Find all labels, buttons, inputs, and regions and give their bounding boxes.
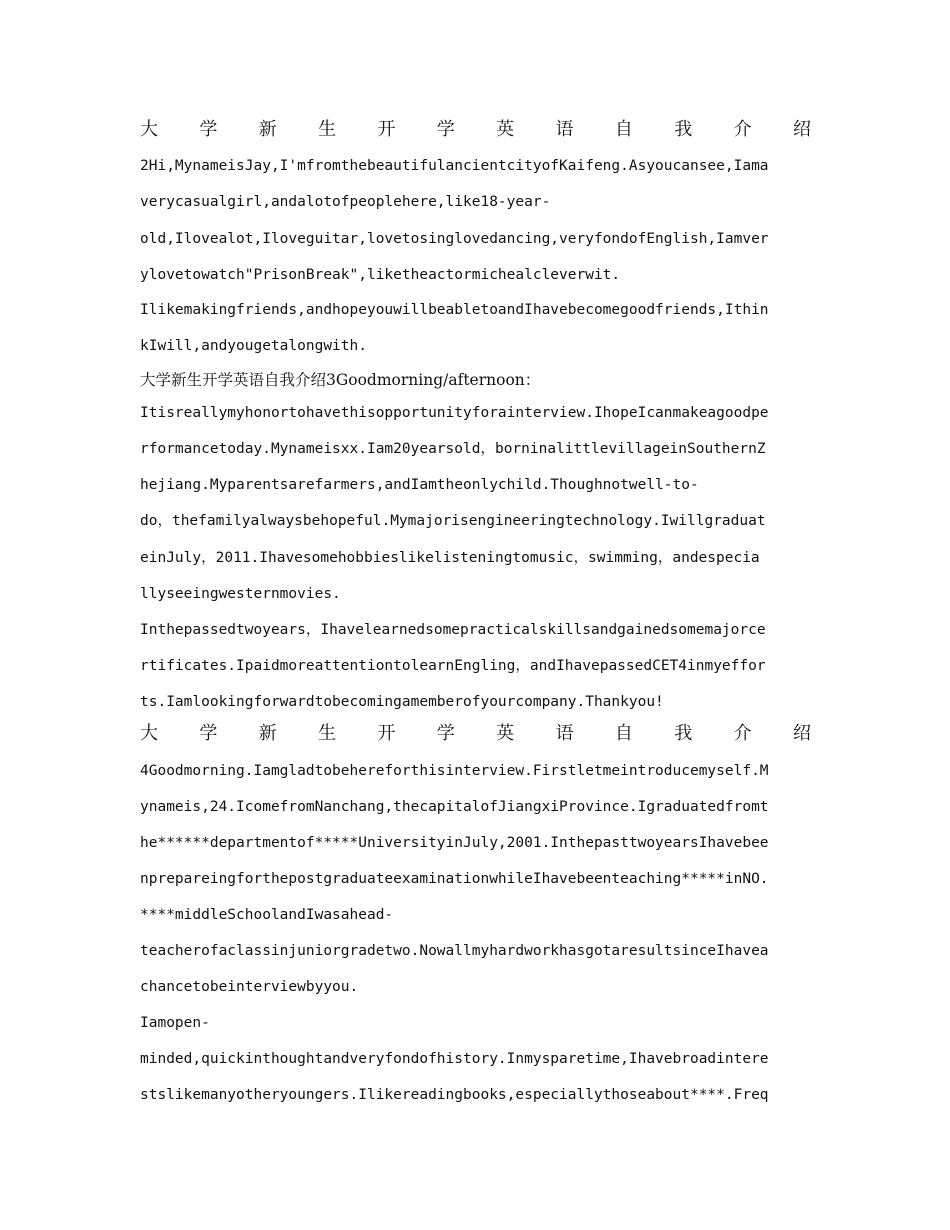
heading-char: 学	[199, 119, 218, 140]
heading-char: 学	[199, 723, 218, 744]
body-line: rformancetoday.Mynameisxx.Iam20yearsold，borninalittlevillageinSouthernZ	[140, 441, 766, 457]
body-line: einJuly，2011.Ihavesomehobbieslikelisteningtomusic，swimming，andespecia	[140, 550, 760, 566]
heading-char: 生	[318, 723, 337, 744]
heading-char: 语	[555, 723, 574, 744]
section-heading-1	[140, 118, 811, 142]
body-line: verycasualgirl,andalotofpeoplehere,like18-year-	[140, 194, 551, 210]
heading-char: 英	[496, 723, 515, 744]
body-line: 2Hi,MynameisJay,I'mfromthebeautifulancientcityofKaifeng.Asyoucansee,Iama	[140, 158, 769, 174]
body-line: Itisreallymyhonortohavethisopportunityforainterview.IhopeIcanmakeagoodpe	[140, 405, 769, 421]
heading-char: 新	[258, 723, 277, 744]
section-heading-3: 大学新生开学英语自我介绍3Goodmorning/afternoon：	[140, 371, 541, 389]
heading-char: 英	[496, 119, 515, 140]
body-line: teacherofaclassinjuniorgradetwo.NowallmyhardworkhasgotaresultsinceIhavea	[140, 943, 769, 959]
body-line: rtificates.IpaidmoreattentiontolearnEngling，andIhavepassedCET4inmyeffor	[140, 658, 766, 674]
heading-char: 生	[318, 119, 337, 140]
body-line: ynameis,24.IcomefromNanchang,thecapitalofJiangxiProvince.Igraduatedfromt	[140, 799, 769, 815]
body-line: llyseeingwesternmovies.	[140, 586, 341, 602]
heading-char: 自	[614, 119, 633, 140]
body-line: Ilikemakingfriends,andhopeyouwillbeabletoandIhavebecomegoodfriends,Ithin	[140, 302, 769, 318]
body-line: old,Ilovealot,Iloveguitar,lovetosinglovedancing,veryfondofEnglish,Iamver	[140, 231, 769, 247]
heading-char: 大	[140, 723, 158, 744]
body-line: chancetobeinterviewbyyou.	[140, 979, 359, 995]
body-line: kIwill,andyougetalongwith.	[140, 338, 367, 354]
body-line: ****middleSchoolandIwasahead-	[140, 907, 394, 923]
heading-char: 开	[377, 723, 396, 744]
body-line: he******departmentof*****UniversityinJuly,2001.InthepasttwoyearsIhavebee	[140, 835, 769, 851]
body-line: ts.Iamlookingforwardtobecomingamemberofyourcompany.Thankyou!	[140, 694, 664, 710]
body-line: 4Goodmorning.Iamgladtobehereforthisinterview.Firstletmeintroducemyself.M	[140, 763, 769, 779]
heading-char: 新	[258, 119, 277, 140]
heading-char: 我	[674, 723, 693, 744]
heading-char: 绍	[792, 119, 811, 140]
section-heading-4	[140, 722, 811, 746]
heading-char: 介	[733, 723, 752, 744]
heading-char: 开	[377, 119, 396, 140]
body-line: Iamopen-	[140, 1015, 210, 1031]
body-line: stslikemanyotheryoungers.Ilikereadingbooks,especiallythoseabout****.Freq	[140, 1087, 769, 1103]
heading-char: 绍	[792, 723, 811, 744]
heading-char: 语	[555, 119, 574, 140]
body-line: Inthepassedtwoyears，Ihavelearnedsomepracticalskillsandgainedsomemajorce	[140, 622, 766, 638]
body-line: do，thefamilyalwaysbehopeful.Mymajorisengineeringtechnology.Iwillgraduat	[140, 513, 766, 529]
body-line: hejiang.Myparentsarefarmers,andIamtheonlychild.Thoughnotwell-to-	[140, 477, 699, 493]
heading-char: 学	[436, 119, 455, 140]
body-line: minded,quickinthoughtandveryfondofhistory.Inmysparetime,Ihavebroadintere	[140, 1051, 769, 1067]
body-line: nprepareingforthepostgraduateexaminationwhileIhavebeenteaching*****inNO.	[140, 871, 769, 887]
heading-char: 介	[733, 119, 752, 140]
heading-char: 自	[614, 723, 633, 744]
heading-char: 学	[436, 723, 455, 744]
body-line: ylovetowatch"PrisonBreak",liketheactormichealcleverwit.	[140, 267, 621, 283]
heading-char: 我	[674, 119, 693, 140]
heading-char: 大	[140, 119, 158, 140]
